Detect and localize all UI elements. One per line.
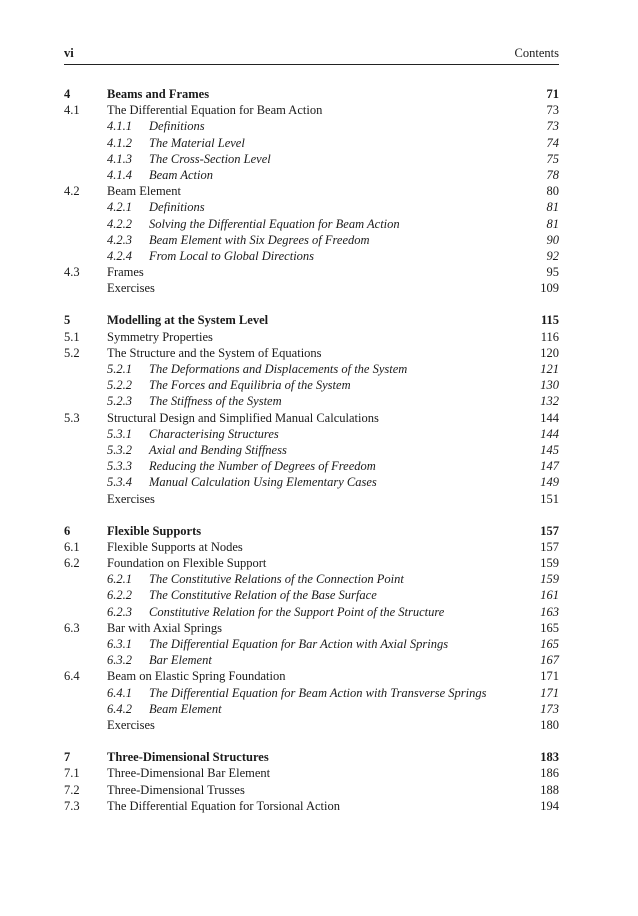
toc-entry-section: [64, 620, 559, 636]
toc-entry-sub: [64, 474, 559, 490]
toc-entry-title: Beam Element: [107, 184, 181, 199]
toc-entry-title: Symmetry Properties: [107, 329, 213, 344]
toc-entry-number: 4.2: [64, 184, 80, 199]
toc-entry-title: Beam Element: [149, 701, 222, 716]
toc-entry-page: 130: [540, 378, 559, 393]
toc-entry-page: 120: [540, 345, 559, 360]
toc-entry-title: Reducing the Number of Degrees of Freedom: [149, 459, 376, 474]
page-number: vi: [64, 46, 74, 60]
toc-entry-number: 6.3.1: [107, 637, 132, 651]
toc-entry-sub: [64, 426, 559, 442]
toc-entry-number: 6.2.3: [107, 604, 132, 619]
toc-entry-title: Exercises: [107, 717, 155, 732]
toc-entry-title: Constitutive Relation for the Support Point of the Structure: [149, 604, 445, 619]
toc-entry-number: 4.1: [64, 103, 80, 118]
toc-entry-number: 5.2.3: [107, 394, 132, 409]
toc-entry-sub: [64, 216, 559, 232]
toc-entry-sub: [64, 135, 559, 151]
toc-entry-page: 149: [540, 475, 559, 490]
toc-entry-title: Definitions: [149, 119, 205, 134]
toc-entry-title: Beam on Elastic Spring Foundation: [107, 669, 286, 684]
toc-entry-page: 157: [540, 539, 559, 554]
toc-entry-page: 109: [540, 281, 559, 296]
toc-entry-number: 6.2.2: [107, 588, 132, 603]
toc-entry-number: 4.1.3: [107, 151, 132, 166]
toc-entry-number: 4: [64, 87, 71, 101]
toc-entry-number: 5.3.3: [107, 459, 132, 474]
toc-entry-sub: [64, 458, 559, 474]
toc-entry-sub: [64, 442, 559, 458]
toc-entry-sub: [64, 652, 559, 668]
toc-entry-number: 7: [64, 750, 71, 765]
toc-entry-title: Three-Dimensional Trusses: [107, 782, 245, 797]
toc-entry-title: The Forces and Equilibria of the System: [149, 378, 351, 393]
toc-entry-page: 116: [540, 329, 559, 344]
toc-entry-number: 5.2.1: [107, 362, 132, 376]
toc-entry-section: [64, 717, 559, 733]
toc-entry-title: Characterising Structures: [149, 426, 279, 441]
toc-entry-number: 6.3.2: [107, 653, 132, 668]
toc-entry-sub: [64, 701, 559, 717]
toc-entry-title: Beam Action: [149, 167, 213, 182]
toc-entry-title: The Differential Equation for Beam Action with Transverse Springs: [149, 685, 487, 700]
toc-entry-page: 132: [540, 394, 559, 409]
toc-entry-page: 159: [540, 572, 559, 587]
toc-entry-number: 5.3.4: [107, 475, 132, 490]
toc-entry-number: 5.3.1: [107, 426, 132, 441]
toc-entry-number: 4.2.2: [107, 216, 132, 231]
toc-entry-page: 171: [540, 669, 559, 684]
toc-entry-sub: [64, 167, 559, 183]
toc-entry-page: 81: [546, 216, 559, 231]
toc-entry-number: 4.3: [64, 265, 80, 280]
toc-entry-title: The Stiffness of the System: [149, 394, 282, 409]
toc-entry-number: 5.1: [64, 329, 80, 344]
toc-entry-number: 4.2.1: [107, 200, 132, 215]
toc-entry-page: 183: [540, 750, 559, 765]
toc-entry-title: Structural Design and Simplified Manual Calculations: [107, 410, 379, 425]
toc-entry-title: The Structure and the System of Equations: [107, 345, 322, 360]
running-title: Contents: [514, 46, 559, 60]
toc-entry-page: 186: [540, 766, 559, 781]
toc-entry-page: 73: [546, 119, 559, 134]
toc-entry-section: [64, 765, 559, 781]
toc-entry-page: 161: [540, 588, 559, 603]
toc-entry-section: [64, 668, 559, 684]
toc-entry-number: 6.2: [64, 556, 80, 571]
toc-entry-page: 75: [546, 151, 559, 166]
toc-entry-title: Definitions: [149, 200, 205, 215]
toc-entry-page: 92: [546, 248, 559, 263]
toc-entry-title: Beam Element with Six Degrees of Freedom: [149, 232, 370, 247]
toc-entry-number: 6.4.2: [107, 701, 132, 716]
toc-entry-page: 180: [540, 717, 559, 732]
toc-entry-sub: [64, 232, 559, 248]
toc-entry-number: 7.2: [64, 782, 80, 797]
toc-entry-number: 5.3: [64, 410, 80, 425]
toc-entry-page: 151: [540, 491, 559, 506]
toc-entry-page: 78: [546, 167, 559, 182]
toc-entry-title: Frames: [107, 265, 144, 280]
toc-entry-title: The Differential Equation for Torsional Action: [107, 798, 340, 813]
toc-entry-number: 5.2: [64, 345, 80, 360]
toc-entry-number: 4.1.1: [107, 119, 132, 134]
toc-entry-number: 6.4: [64, 669, 80, 684]
toc-entry-number: 4.2.3: [107, 232, 132, 247]
toc-entry-section: [64, 329, 559, 345]
toc-entry-title: The Constitutive Relations of the Connection Point: [149, 572, 404, 587]
toc-entry-section: [64, 782, 559, 798]
toc-entry-sub: [64, 199, 559, 215]
toc-entry-page: 188: [540, 782, 559, 797]
toc-entry-title: The Differential Equation for Beam Action: [107, 103, 323, 118]
toc-entry-chapter: [64, 86, 559, 102]
toc-entry-title: Modelling at the System Level: [107, 313, 269, 328]
toc-entry-page: 165: [540, 637, 559, 651]
toc-entry-page: 95: [546, 265, 559, 280]
toc-entry-number: 5.2.2: [107, 378, 132, 393]
toc-entry-section: [64, 345, 559, 361]
toc-entry-sub: [64, 685, 559, 701]
toc-entry-title: Bar with Axial Springs: [107, 620, 222, 635]
toc-entry-section: [64, 539, 559, 555]
toc-entry-title: From Local to Global Directions: [149, 248, 315, 263]
toc-entry-number: 4.1.4: [107, 167, 132, 182]
toc-entry-title: Flexible Supports at Nodes: [107, 539, 243, 554]
toc-entry-number: 6.2.1: [107, 572, 132, 587]
toc-entry-title: Foundation on Flexible Support: [107, 556, 267, 571]
toc-entry-chapter: [64, 523, 559, 539]
toc-entry-sub: [64, 636, 559, 652]
toc-entry-number: 6.3: [64, 620, 80, 635]
toc-entry-page: 145: [540, 442, 559, 457]
toc-entry-page: 171: [540, 685, 559, 700]
toc-entry-sub: [64, 377, 559, 393]
toc-entry-page: 71: [546, 87, 559, 101]
toc-entry-page: 80: [546, 184, 559, 199]
toc-entry-section: [64, 491, 559, 507]
toc-entry-sub: [64, 587, 559, 603]
toc-entry-page: 159: [540, 556, 559, 571]
toc-entry-page: 144: [540, 410, 559, 425]
toc-entry-section: [64, 264, 559, 280]
toc-entry-sub: [64, 393, 559, 409]
toc-entry-page: 121: [540, 362, 559, 376]
toc-entry-number: 4.2.4: [107, 248, 132, 263]
toc-entry-section: [64, 798, 559, 814]
toc-entry-page: 73: [546, 103, 559, 118]
toc-entry-title: Bar Element: [149, 653, 212, 668]
toc-entry-section: [64, 280, 559, 296]
toc-entry-title: The Differential Equation for Bar Action with Axial Springs: [149, 637, 449, 651]
toc-entry-title: Solving the Differential Equation for Beam Action: [149, 216, 400, 231]
running-header: [64, 44, 559, 65]
toc-entry-sub: [64, 151, 559, 167]
toc-entry-sub: [64, 248, 559, 264]
toc-entry-page: 163: [540, 604, 559, 619]
toc-entry-title: Flexible Supports: [107, 523, 202, 538]
toc-entry-page: 165: [540, 620, 559, 635]
toc-entry-chapter: [64, 749, 559, 765]
toc-entry-title: Three-Dimensional Bar Element: [107, 766, 271, 781]
toc-entry-page: 173: [540, 701, 559, 716]
toc-entry-page: 74: [546, 135, 559, 150]
toc-entry-section: [64, 555, 559, 571]
toc-entry-number: 6.4.1: [107, 685, 132, 700]
toc-entry-sub: [64, 571, 559, 587]
toc-entry-number: 4.1.2: [107, 135, 132, 150]
toc-entry-chapter: [64, 312, 559, 328]
table-of-contents: [64, 86, 559, 814]
toc-entry-page: 115: [540, 313, 559, 328]
toc-entry-page: 194: [540, 798, 559, 813]
toc-entry-title: Exercises: [107, 281, 155, 296]
toc-entry-title: Axial and Bending Stiffness: [149, 442, 287, 457]
toc-entry-title: Manual Calculation Using Elementary Cases: [149, 475, 377, 490]
toc-entry-section: [64, 410, 559, 426]
toc-entry-title: Three-Dimensional Structures: [107, 750, 269, 765]
toc-entry-section: [64, 183, 559, 199]
toc-entry-title: The Material Level: [149, 135, 245, 150]
toc-entry-number: 6: [64, 523, 71, 538]
toc-entry-sub: [64, 604, 559, 620]
toc-entry-section: [64, 102, 559, 118]
toc-entry-page: 81: [546, 200, 559, 215]
toc-entry-page: 157: [540, 523, 559, 538]
toc-entry-number: 6.1: [64, 539, 80, 554]
toc-entry-title: Exercises: [107, 491, 155, 506]
toc-entry-page: 147: [540, 459, 559, 474]
toc-entry-number: 5.3.2: [107, 442, 132, 457]
toc-entry-title: The Constitutive Relation of the Base Surface: [149, 588, 377, 603]
toc-entry-title: The Deformations and Displacements of the System: [149, 362, 408, 376]
toc-entry-page: 144: [540, 426, 559, 441]
toc-entry-title: Beams and Frames: [107, 87, 210, 101]
toc-entry-number: 7.3: [64, 798, 80, 813]
toc-entry-title: The Cross-Section Level: [149, 151, 271, 166]
toc-entry-number: 5: [64, 313, 71, 328]
toc-entry-number: 7.1: [64, 766, 80, 781]
toc-entry-sub: [64, 361, 559, 377]
toc-entry-sub: [64, 118, 559, 134]
toc-entry-page: 90: [546, 232, 559, 247]
toc-entry-page: 167: [540, 653, 559, 668]
